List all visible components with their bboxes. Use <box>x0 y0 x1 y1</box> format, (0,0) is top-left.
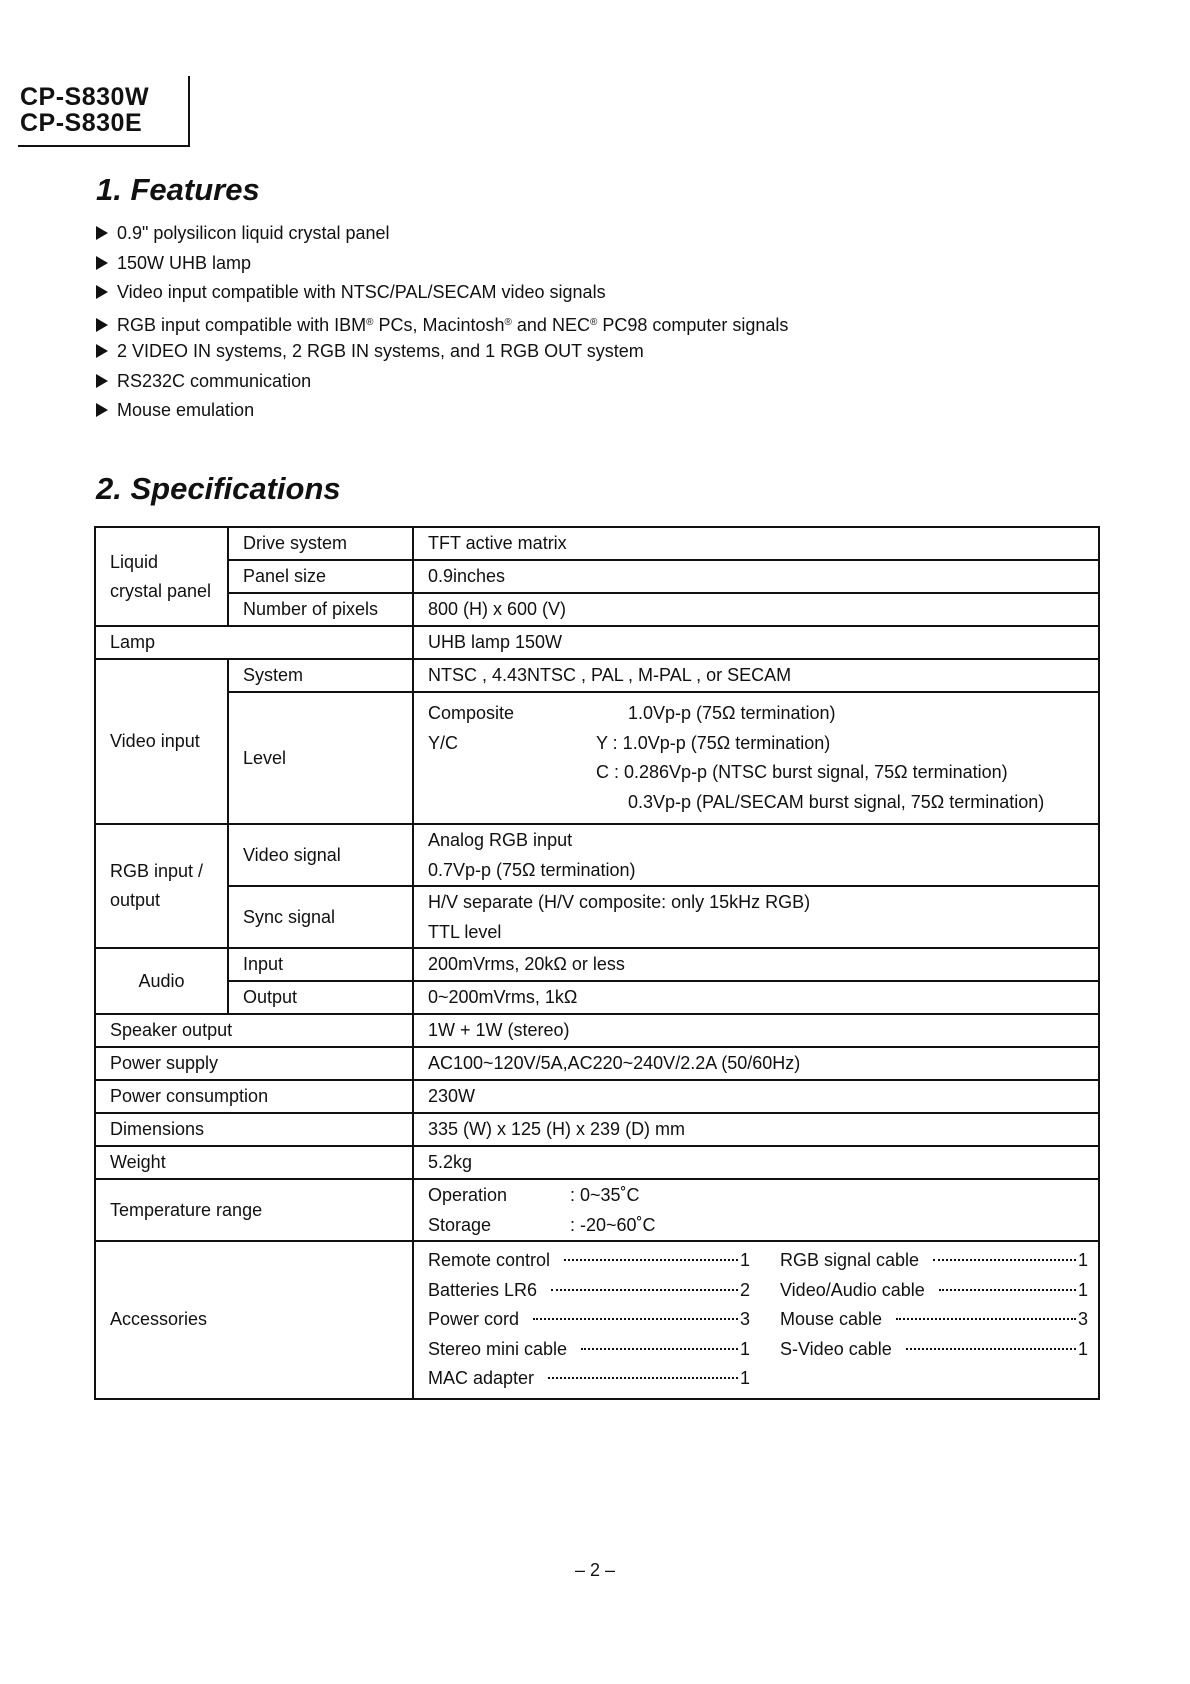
rgb-sync-line: TTL level <box>428 922 502 942</box>
spec-value: NTSC , 4.43NTSC , PAL , M-PAL , or SECAM <box>413 659 1099 692</box>
accessory-item: Stereo mini cable 1 <box>428 1338 750 1359</box>
spec-value-level <box>413 692 1099 824</box>
spec-label-speaker: Speaker output <box>95 1014 413 1047</box>
spec-value: AC100~120V/5A,AC220~240V/2.2A (50/60Hz) <box>413 1047 1099 1080</box>
storage-value: : -20~60˚C <box>570 1215 656 1235</box>
model-name-e: CP-S830E <box>20 109 143 137</box>
feature-item: Video input compatible with NTSC/PAL/SECAM video signals <box>96 278 788 308</box>
spec-sublabel: Video signal <box>228 824 413 886</box>
c-value-pal: 0.3Vp-p (PAL/SECAM burst signal, 75Ω termination) <box>628 791 1045 812</box>
accessories-list <box>413 1241 1099 1399</box>
rgb-video-line: Analog RGB input <box>428 830 573 850</box>
accessory-item: Mouse cable 3 <box>780 1309 1088 1329</box>
spec-value: 800 (H) x 600 (V) <box>413 593 1099 626</box>
spec-label-rgb: RGB input / output <box>95 824 228 948</box>
accessory-item: Video/Audio cable 1 <box>780 1279 1088 1300</box>
feature-item: 150W UHB lamp <box>96 249 788 279</box>
bullet-triangle-icon <box>96 318 108 332</box>
features-list <box>96 219 788 426</box>
spec-value: UHB lamp 150W <box>413 626 1099 659</box>
accessory-item: RGB signal cable 1 <box>780 1250 1088 1270</box>
spec-value: 5.2kg <box>413 1146 1099 1179</box>
spec-label-weight: Weight <box>95 1146 413 1179</box>
spec-sublabel: Input <box>228 948 413 981</box>
operation-label: Operation <box>428 1185 508 1205</box>
spec-value <box>413 1179 1099 1241</box>
bullet-triangle-icon <box>96 374 108 388</box>
spec-value: 0.9inches <box>413 560 1099 593</box>
spec-value: 200mVrms, 20kΩ or less <box>413 948 1099 981</box>
accessory-item: MAC adapter 1 <box>428 1368 750 1388</box>
features-heading: 1. Features <box>96 172 260 207</box>
feature-item: 0.9" polysilicon liquid crystal panel <box>96 219 788 249</box>
spec-value <box>413 824 1099 886</box>
spec-label-video: Video input <box>95 659 228 824</box>
operation-value: : 0~35˚C <box>570 1185 640 1205</box>
spec-sublabel: Number of pixels <box>228 593 413 626</box>
spec-label-dimensions: Dimensions <box>95 1113 413 1146</box>
spec-label-temperature: Temperature range <box>95 1179 413 1241</box>
spec-label-lcd: Liquid crystal panel <box>95 527 228 626</box>
spec-label-lamp: Lamp <box>95 626 413 659</box>
spec-sublabel: Output <box>228 981 413 1014</box>
spec-label-audio: Audio <box>95 948 228 1014</box>
spec-value: TFT active matrix <box>413 527 1099 560</box>
accessory-item: S-Video cable 1 <box>780 1338 1088 1359</box>
spec-value: 335 (W) x 125 (H) x 239 (D) mm <box>413 1113 1099 1146</box>
specifications-heading: 2. Specifications <box>96 471 341 506</box>
feature-item: RS232C communication <box>96 367 788 397</box>
spec-label-power-supply: Power supply <box>95 1047 413 1080</box>
spec-value: 230W <box>413 1080 1099 1113</box>
accessory-item: Remote control 1 <box>428 1250 750 1270</box>
spec-sublabel: System <box>228 659 413 692</box>
rgb-sync-line: H/V separate (H/V composite: only 15kHz RGB) <box>428 892 811 912</box>
specifications-table <box>94 526 1100 1400</box>
accessory-item: Power cord 3 <box>428 1309 750 1329</box>
rgb-video-line: 0.7Vp-p (75Ω termination) <box>428 860 636 880</box>
accessory-item: Batteries LR6 2 <box>428 1279 750 1300</box>
feature-item: Mouse emulation <box>96 396 788 426</box>
spec-label-power-consumption: Power consumption <box>95 1080 413 1113</box>
spec-sublabel: Panel size <box>228 560 413 593</box>
spec-label-accessories: Accessories <box>95 1241 413 1399</box>
bullet-triangle-icon <box>96 285 108 299</box>
yc-label: Y/C <box>428 732 459 753</box>
bullet-triangle-icon <box>96 226 108 240</box>
spec-value <box>413 886 1099 948</box>
model-name-w: CP-S830W <box>20 83 150 111</box>
spec-value: 0~200mVrms, 1kΩ <box>413 981 1099 1014</box>
y-value: Y : 1.0Vp-p (75Ω termination) <box>596 732 831 753</box>
bullet-triangle-icon <box>96 256 108 270</box>
storage-label: Storage <box>428 1215 492 1235</box>
c-value: C : 0.286Vp-p (NTSC burst signal, 75Ω termination) <box>596 762 1008 782</box>
bullet-triangle-icon <box>96 403 108 417</box>
feature-item: RGB input compatible with IBM® PCs, Macintosh® and NEC® PC98 computer signals <box>96 308 788 338</box>
spec-value: 1W + 1W (stereo) <box>413 1014 1099 1047</box>
bullet-triangle-icon <box>96 344 108 358</box>
spec-sublabel: Sync signal <box>228 886 413 948</box>
spec-sublabel: Level <box>228 692 413 824</box>
composite-value: 1.0Vp-p (75Ω termination) <box>628 703 836 723</box>
feature-item: 2 VIDEO IN systems, 2 RGB IN systems, and 1 RGB OUT system <box>96 337 788 367</box>
composite-label: Composite <box>428 703 515 723</box>
spec-sublabel: Drive system <box>228 527 413 560</box>
page-number: – 2 – <box>574 1560 616 1580</box>
